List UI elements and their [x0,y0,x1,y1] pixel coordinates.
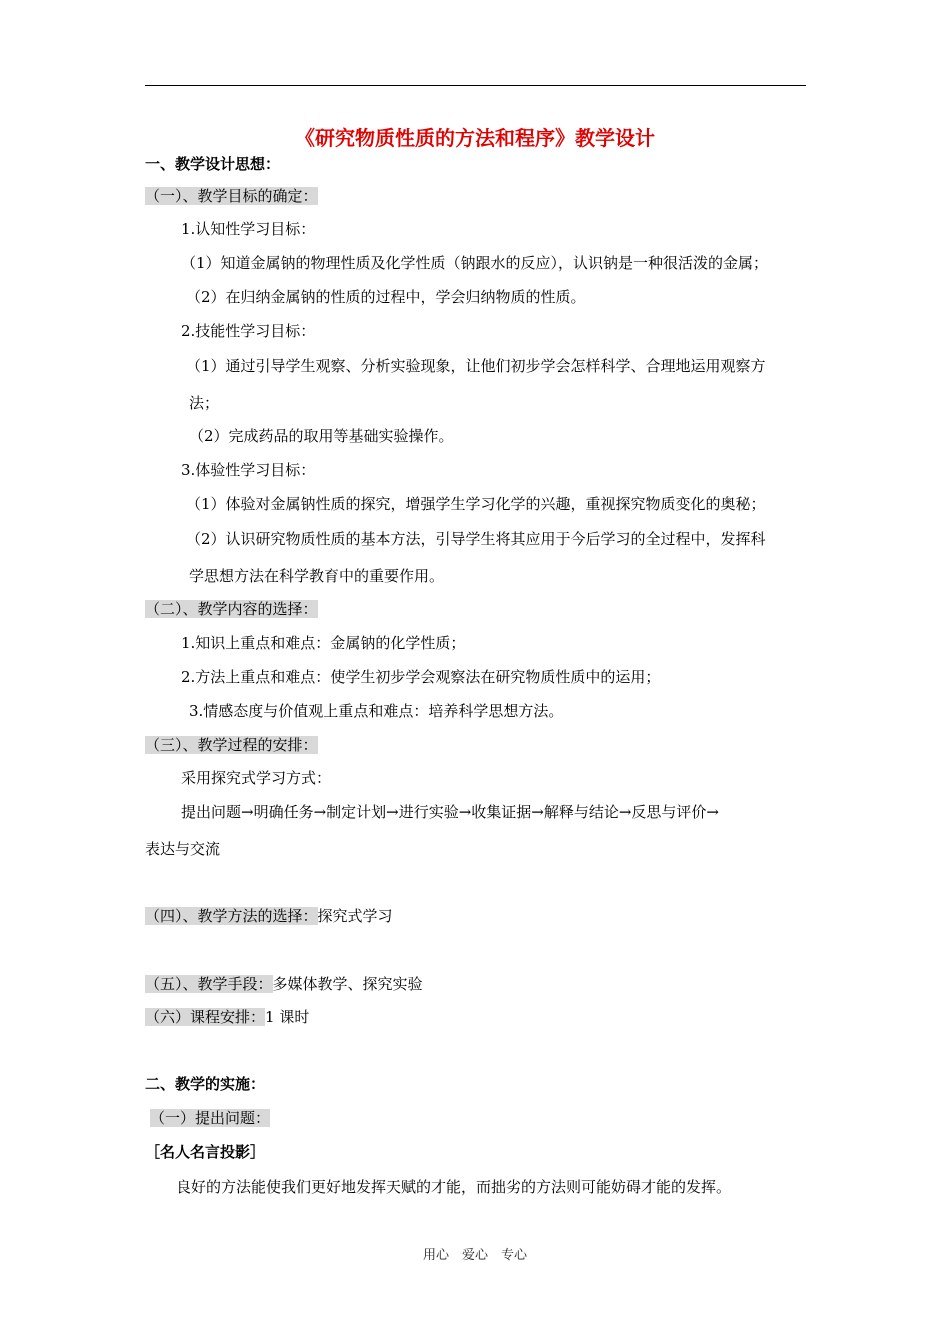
section1-heading: 一、教学设计思想： [145,155,281,173]
section2-sub1-label: （一）提出问题： [150,1109,271,1127]
content-item1: 1.知识上重点和难点：金属钠的化学性质； [181,634,466,652]
goal1-item2: （2）在归纳金属钠的性质的过程中，学会归纳物质的性质。 [186,288,586,306]
page-footer: 用心 爱心 专心 [422,1248,527,1263]
goal2-title: 2.技能性学习目标： [181,322,316,340]
goal3-title: 3.体验性学习目标： [181,461,316,479]
goal3-item1: （1）体验对金属钠性质的探究，增强学生学习化学的兴趣，重视探究物质变化的奥秘； [186,495,766,513]
section1-sub5: （五）、教学手段：多媒体教学、探究实验 [145,975,423,993]
goal3-item2-line2: 学思想方法在科学教育中的重要作用。 [189,567,445,585]
goal1-item1: （1）知道金属钠的物理性质及化学性质（钠跟水的反应），认识钠是一种很活泼的金属； [181,254,769,272]
section1-sub6: （六）课程安排：1 课时 [145,1008,310,1026]
header-rule [145,85,806,86]
content-item3: 3.情感态度与价值观上重点和难点：培养科学思想方法。 [189,702,564,720]
section2-heading: 二、教学的实施： [145,1075,266,1093]
content-item2: 2.方法上重点和难点：使学生初步学会观察法在研究物质性质中的运用； [181,668,661,686]
quote-text: 良好的方法能使我们更好地发挥天赋的才能，而拙劣的方法则可能妨碍才能的发挥。 [176,1178,732,1196]
section1-sub4: （四）、教学方法的选择：探究式学习 [145,907,393,925]
goal1-title: 1.认知性学习目标： [181,220,316,238]
goal2-item1-line2: 法； [189,394,220,412]
section1-sub1-label: （一）、教学目标的确定： [145,187,318,205]
document-title: 《研究物质性质的方法和程序》教学设计 [295,126,655,150]
quote-label: ［名人名言投影］ [145,1143,266,1161]
section1-sub3-label: （三）、教学过程的安排： [145,736,318,754]
process-intro: 采用探究式学习方式： [181,769,332,787]
process-steps-line2: 表达与交流 [145,840,221,858]
section1-sub2-label: （二）、教学内容的选择： [145,600,318,618]
goal3-item2-line1: （2）认识研究物质性质的基本方法，引导学生将其应用于今后学习的全过程中，发挥科 [186,530,766,548]
goal2-item1-line1: （1）通过引导学生观察、分析实验现象，让他们初步学会怎样科学、合理地运用观察方 [186,357,766,375]
process-steps-line1: 提出问题→明确任务→制定计划→进行实验→收集证据→解释与结论→反思与评价→ [181,803,719,821]
goal2-item2: （2）完成药品的取用等基础实验操作。 [189,427,454,445]
